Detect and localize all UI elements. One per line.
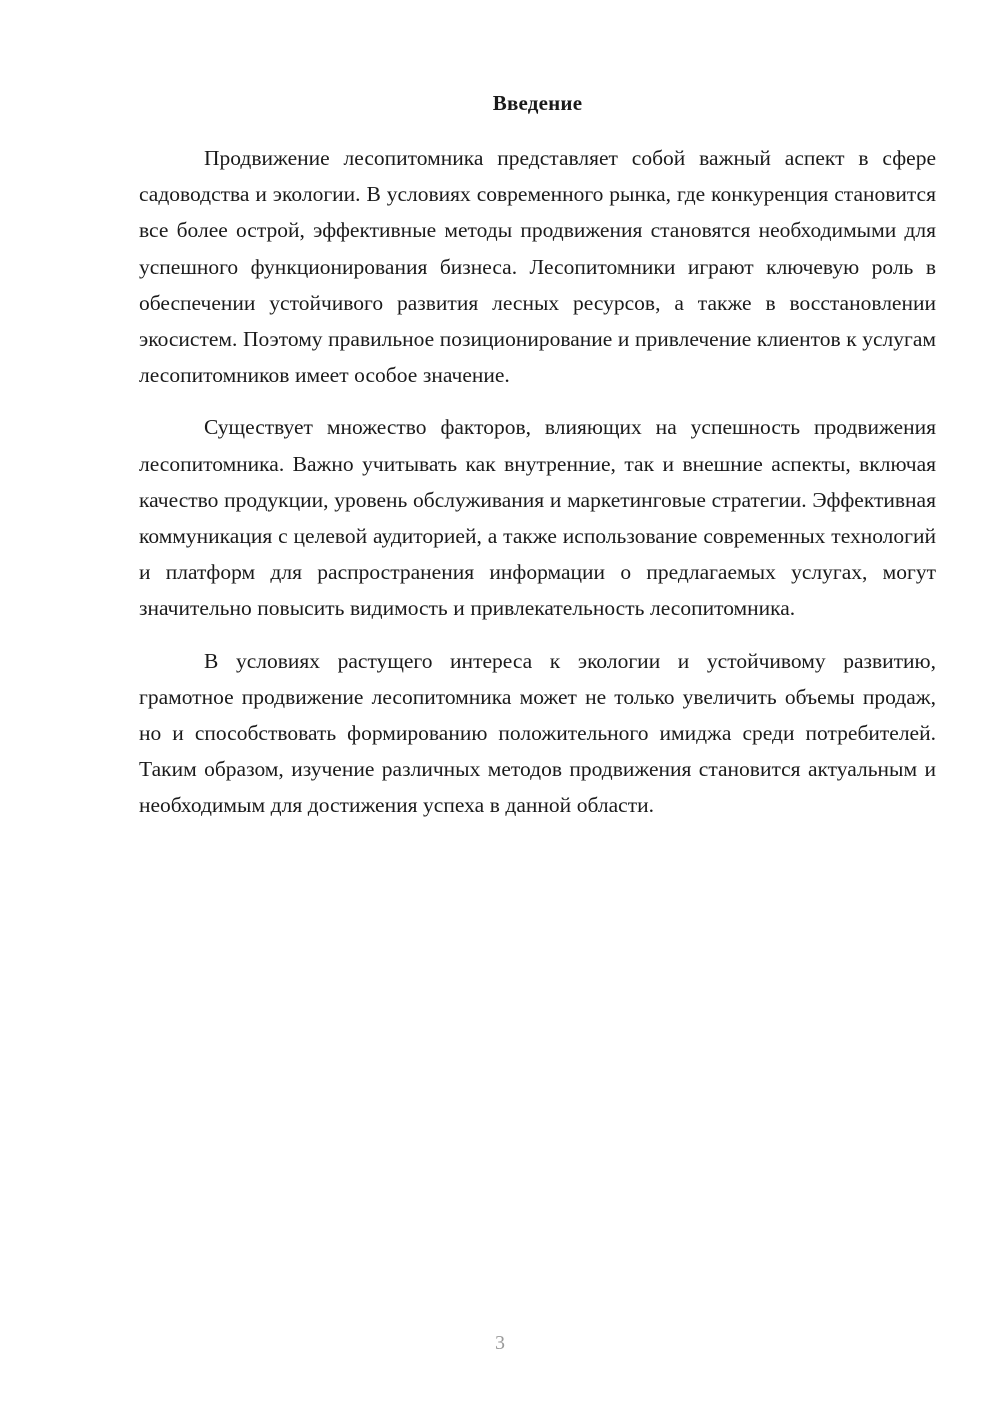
body-paragraph: В условиях растущего интереса к экологии и устойчивому развитию, грамотное продвижение лесопитомника может не только увеличить объемы продаж, но и способствовать формированию положительного имиджа среди потребителей. Таким образом, изучение различных методов продвижения становится актуальным и необходимым для достижения успеха в данной области.	[139, 648, 936, 818]
body-paragraph: Продвижение лесопитомника представляет собой важный аспект в сфере садоводства и экологии. В условиях современного рынка, где конкуренция становится все более острой, эффективные методы продвижения становятся необходимыми для успешного функционирования бизнеса. Лесопитомники играют ключевую роль в обеспечении устойчивого развития лесных ресурсов, а также в восстановлении экосистем. Поэтому правильное позиционирование и привлечение клиентов к услугам лесопитомников имеет особое значение.	[139, 146, 936, 388]
body-paragraph: Существует множество факторов, влияющих на успешность продвижения лесопитомника. Важно учитывать как внутренние, так и внешние аспекты, включая качество продукции, уровень обслуживания и маркетинговые стратегии. Эффективная коммуникация с целевой аудиторией, а также использование современных технологий и платформ для распространения информации о предлагаемых услугах, могут значительно повысить видимость и привлекательность лесопитомника.	[139, 415, 936, 621]
page-title: Введение	[492, 91, 583, 115]
document-body	[139, 88, 936, 824]
page-number: 3	[495, 1332, 505, 1354]
